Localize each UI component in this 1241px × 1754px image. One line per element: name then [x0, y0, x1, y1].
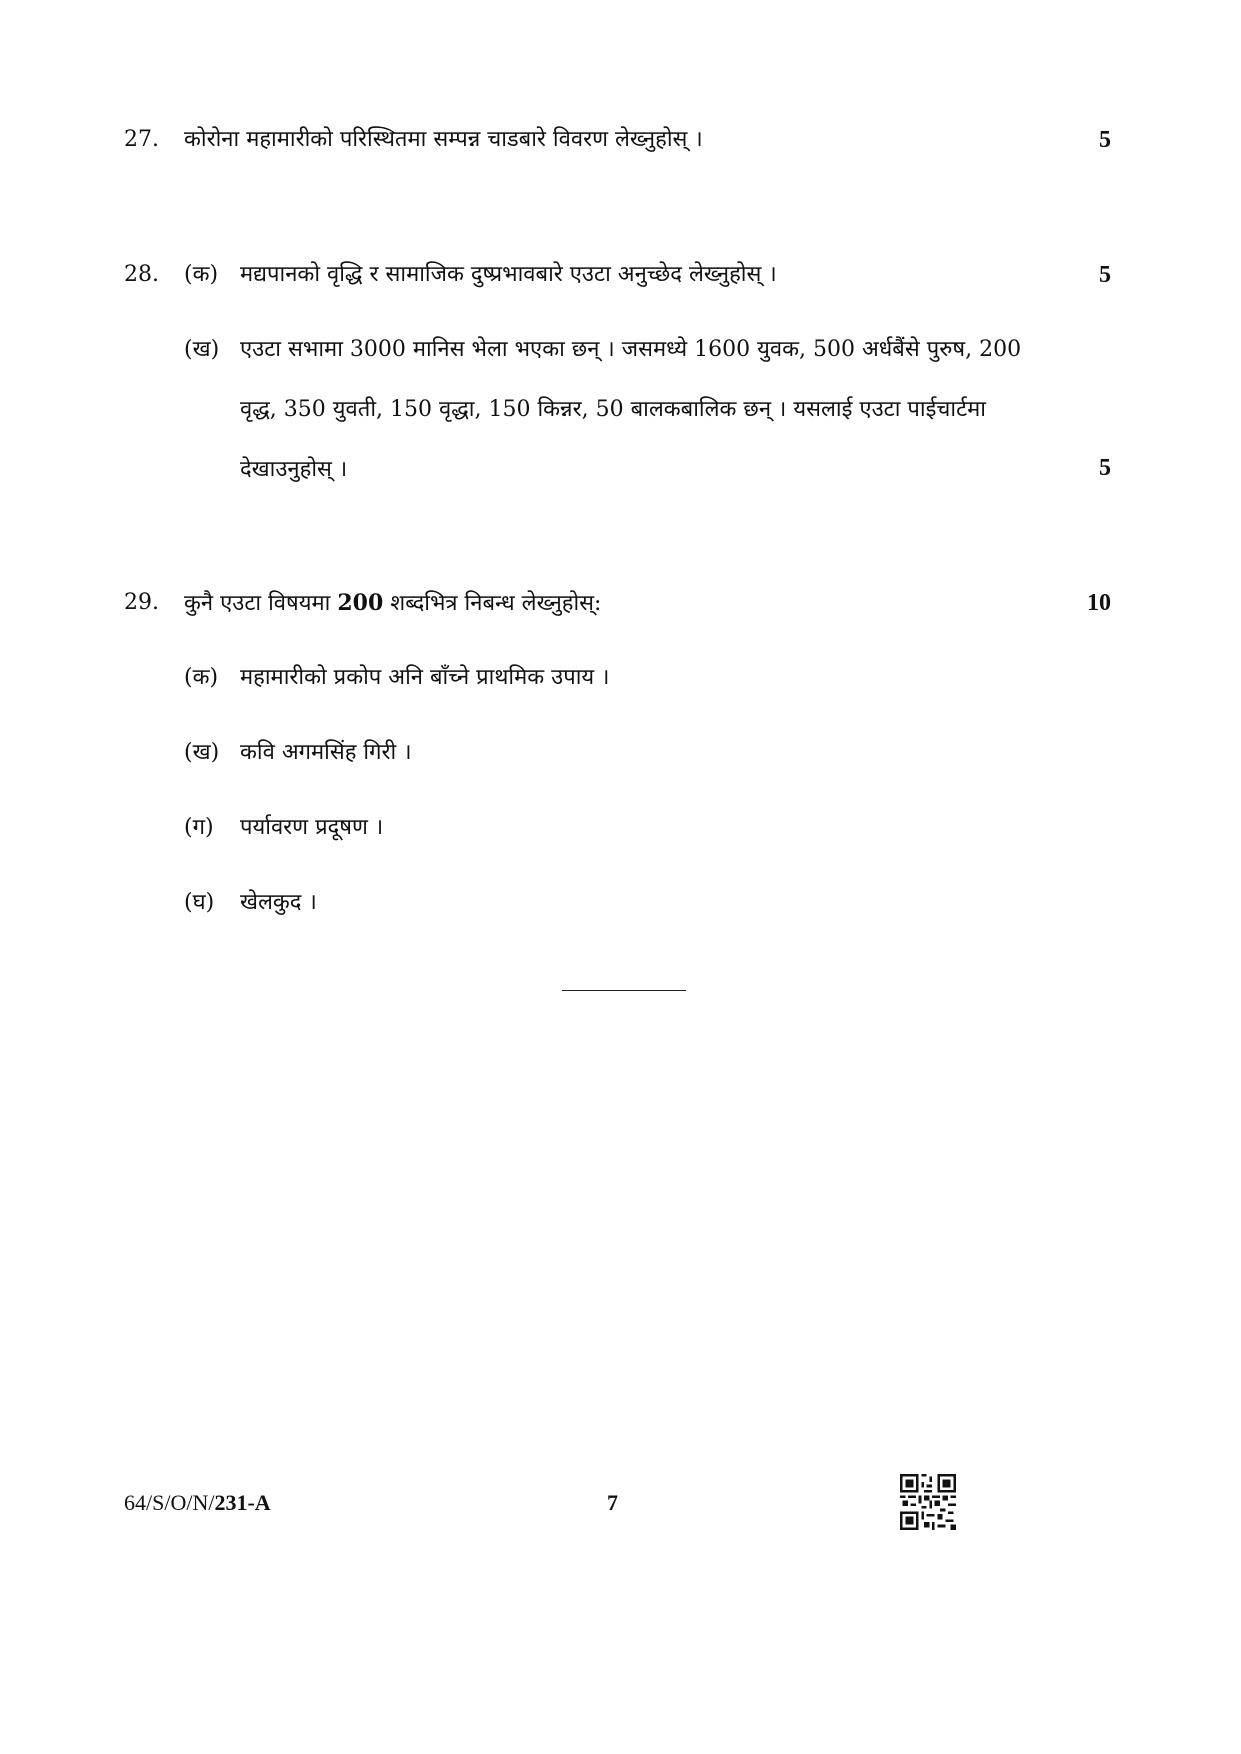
question-27-text: कोरोना महामारीको परिस्थितमा सम्पन्न चाडबारे विवरण लेख्नुहोस् । [184, 127, 703, 152]
question-27-marks: 5 [1099, 127, 1111, 153]
question-29-option-text: खेलकुद । [240, 890, 317, 915]
question-29-text: कुनै एउटा विषयमा 200 शब्दभित्र निबन्ध लेख्नुहोस्: [184, 590, 602, 616]
question-29-marks: 10 [1087, 590, 1111, 616]
question-28-number: 28. [124, 262, 159, 287]
question-29-option-label: (ग) [184, 815, 214, 840]
end-divider [562, 990, 686, 991]
question-29-option-label: (ख) [184, 740, 220, 765]
question-28b-text: एउटा सभामा 3000 मानिस भेला भएका छन् । जसमध्ये 1600 युवक, 500 अर्धबैंसे पुरुष, 200 वृद्ध, 350 युवती, 150 वृद्धा, 150 किन्नर, 50 बालकबालिक छन् । यसलाई एउटा पाईचार्टमा देखाउनुहोस् । [240, 337, 1022, 482]
question-29-option-label: (क) [184, 665, 219, 690]
page-number: 7 [607, 1490, 618, 1515]
question-29-option-text: पर्यावरण प्रदूषण । [240, 815, 384, 840]
question-28a-text: मद्यपानको वृद्धि र सामाजिक दुष्प्रभावबारे एउटा अनुच्छेद लेख्नुहोस् । [240, 262, 777, 287]
qr-code-icon [900, 1474, 956, 1530]
question-29-number: 29. [124, 590, 159, 615]
question-28b-label: (ख) [184, 337, 220, 362]
question-29-option-text: कवि अगमसिंह गिरी । [240, 740, 412, 765]
question-29-option-text: महामारीको प्रकोप अनि बाँच्ने प्राथमिक उपाय । [240, 665, 610, 690]
question-28a-marks: 5 [1099, 262, 1111, 288]
question-28a-label: (क) [184, 262, 219, 287]
question-29-option-label: (घ) [184, 890, 215, 915]
question-27-number: 27. [124, 127, 159, 152]
paper-code: 64/S/O/N/231-A [124, 1490, 271, 1515]
question-28b-marks: 5 [1099, 455, 1111, 481]
